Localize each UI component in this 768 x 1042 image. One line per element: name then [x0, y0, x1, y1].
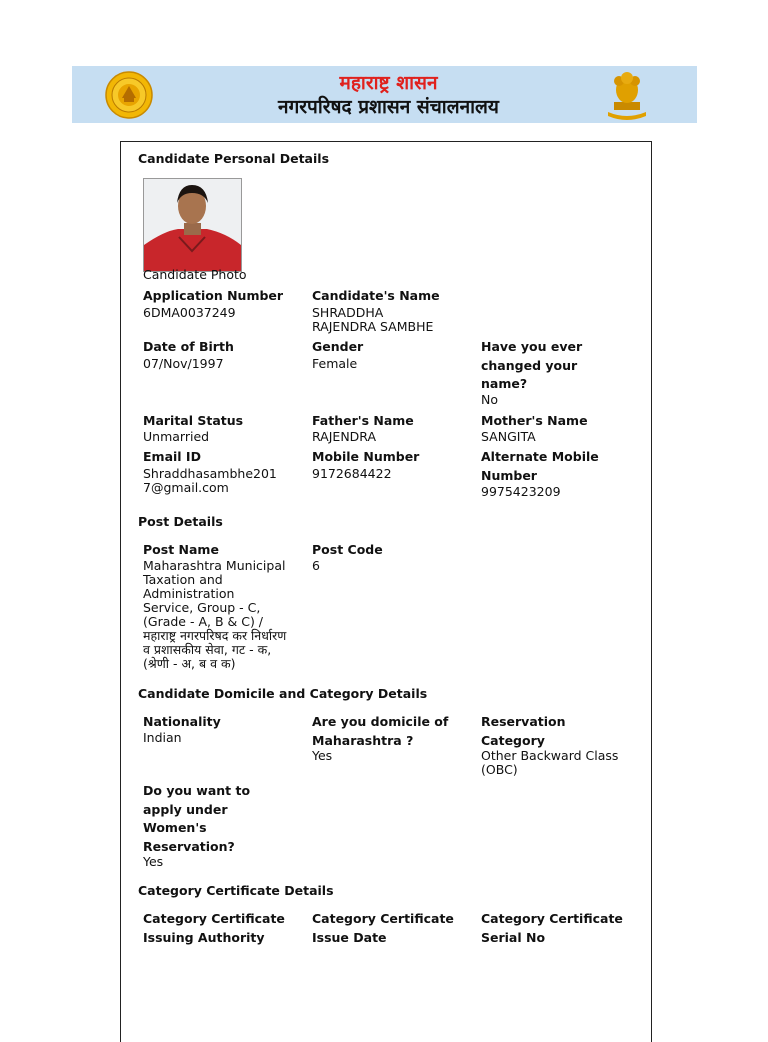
value-domicile: Yes: [312, 748, 333, 763]
label-domicile: Are you domicile of Maharashtra ?: [312, 714, 449, 748]
value-father-name: RAJENDRA: [312, 429, 377, 444]
value-nationality: Indian: [143, 730, 182, 745]
candidate-photo: [143, 178, 242, 272]
header-banner: [72, 66, 697, 123]
label-date-of-birth: Date of Birth: [143, 339, 234, 354]
label-certificate-issue-date: Category Certificate Issue Date: [312, 911, 454, 945]
label-womens-reservation: Do you want to apply under Women's Reservation?: [143, 783, 251, 854]
value-name-changed: No: [481, 392, 498, 407]
value-alternate-mobile: 9975423209: [481, 484, 561, 499]
banner-title-state: महाराष्ट्र शासन: [339, 72, 438, 94]
label-email: Email ID: [143, 449, 201, 464]
section-heading-category-certificate: Category Certificate Details: [138, 883, 334, 898]
label-marital-status: Marital Status: [143, 413, 244, 428]
value-post-code: 6: [312, 558, 320, 573]
label-gender: Gender: [312, 339, 364, 354]
value-marital-status: Unmarried: [143, 429, 210, 444]
photo-caption: Candidate Photo: [143, 267, 247, 282]
national-emblem-icon: [602, 68, 652, 122]
label-mother-name: Mother's Name: [481, 413, 588, 428]
label-alternate-mobile: Alternate Mobile Number: [481, 449, 599, 483]
value-reservation-category: Other Backward Class (OBC): [481, 748, 619, 777]
section-heading-domicile: Candidate Domicile and Category Details: [138, 686, 428, 701]
value-womens-reservation: Yes: [143, 854, 164, 869]
label-name-changed: Have you ever changed your name?: [481, 339, 583, 391]
value-application-number: 6DMA0037249: [143, 305, 236, 320]
label-candidate-name: Candidate's Name: [312, 288, 440, 303]
section-heading-personal: Candidate Personal Details: [138, 151, 330, 166]
value-mobile-number: 9172684422: [312, 466, 392, 481]
value-candidate-name: SHRADDHA RAJENDRA SAMBHE: [312, 305, 434, 334]
label-father-name: Father's Name: [312, 413, 414, 428]
label-application-number: Application Number: [143, 288, 284, 303]
label-certificate-authority: Category Certificate Issuing Authority: [143, 911, 285, 945]
label-nationality: Nationality: [143, 714, 221, 729]
label-post-code: Post Code: [312, 542, 383, 557]
value-gender: Female: [312, 356, 358, 371]
value-date-of-birth: 07/Nov/1997: [143, 356, 224, 371]
label-reservation-category: Reservation Category: [481, 714, 566, 748]
value-mother-name: SANGITA: [481, 429, 536, 444]
section-heading-post: Post Details: [138, 514, 223, 529]
value-email: Shraddhasambhe2017@gmail.com: [143, 466, 277, 495]
label-certificate-serial-no: Category Certificate Serial No: [481, 911, 623, 945]
banner-title-department: नगरपरिषद प्रशासन संचालनालय: [278, 96, 499, 118]
value-post-name: Maharashtra Municipal Taxation and Administration Service, Group - C, (Grade - A, B & C) / महाराष्ट्र नगरपरिषद कर निर्धारण व प्रशासकीय सेवा, गट - क, (श्रेणी - अ, ब व क): [143, 558, 287, 671]
label-post-name: Post Name: [143, 542, 219, 557]
label-mobile-number: Mobile Number: [312, 449, 420, 464]
